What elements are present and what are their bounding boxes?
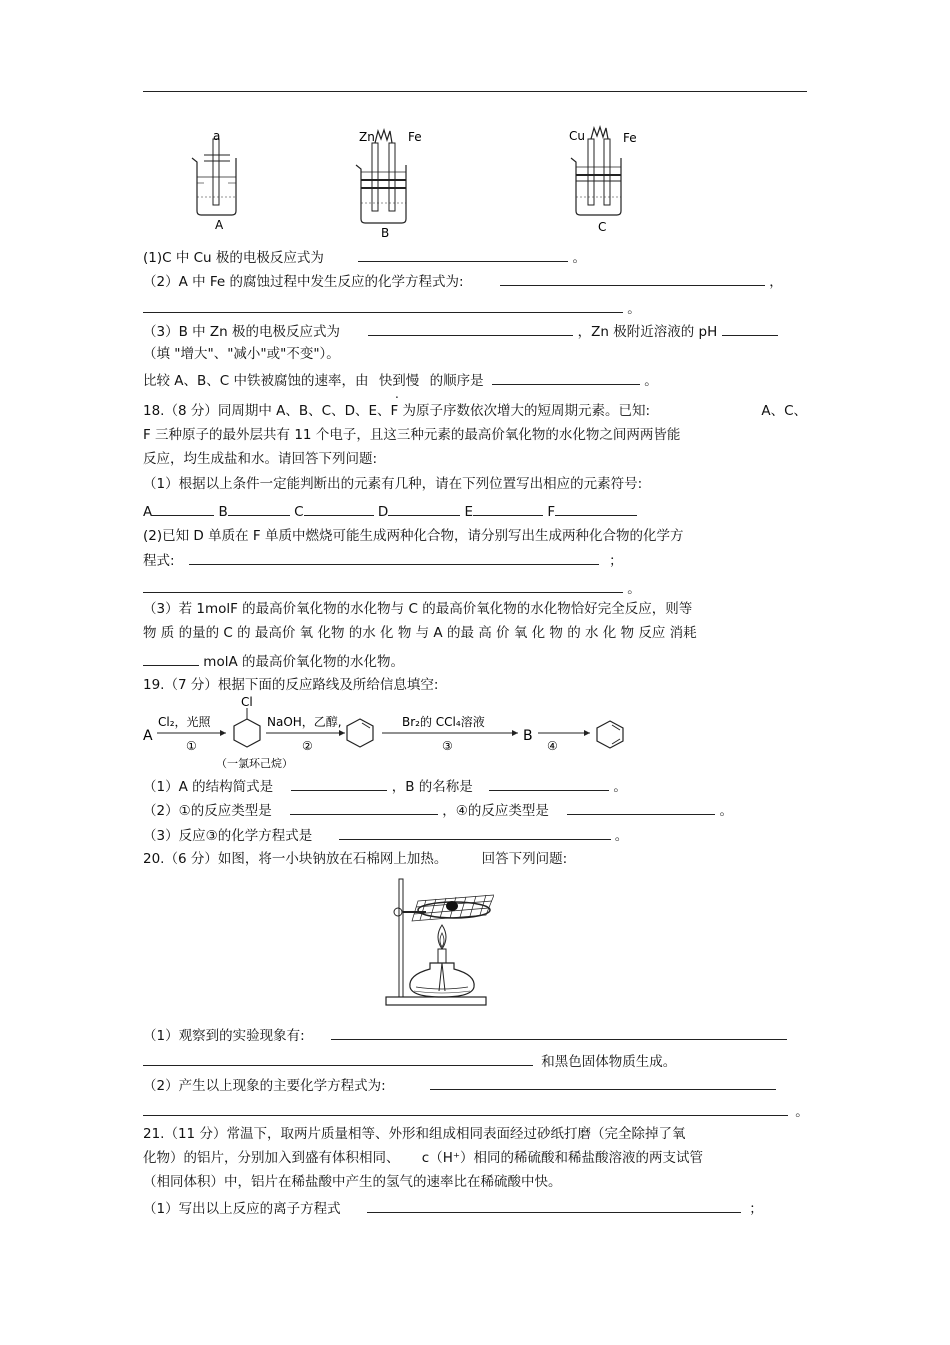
q20-title-text: 20.（6 分）如图，将一小块钠放在石棉网上加热。 [143, 851, 448, 867]
answer-blank[interactable] [143, 298, 623, 313]
q20-line-2-end: 和黑色固体物质生成。 [541, 1054, 677, 1070]
answer-blank[interactable] [143, 1101, 788, 1116]
q19-line-3 [143, 825, 628, 845]
q17-line-2-text: （2）A 中 Fe 的腐蚀过程中发生反应的化学方程式为: [143, 274, 464, 290]
answer-blank[interactable] [567, 800, 715, 815]
q18-line-3 [143, 450, 377, 468]
q18-line-10-text: 物 质 的量的 C 的 最高价 氧 化物 的水 化 物 与 A 的最 高 价 氧 化 物 的 水 化 物 反应 消耗 [143, 625, 697, 641]
q18-line-10 [143, 624, 697, 642]
q21-line-4-end: ； [749, 1201, 763, 1217]
q17-line-6a: 比较 A、B、C 中铁被腐蚀的速率，由 [143, 373, 369, 389]
route-cl: Cl [241, 695, 253, 709]
answer-blank[interactable] [291, 776, 387, 791]
answer-blank[interactable] [489, 776, 609, 791]
answer-blank[interactable] [358, 247, 568, 262]
q17-line-6-end: 。 [644, 373, 658, 389]
q18-line-8 [143, 578, 641, 598]
caption-a: A [215, 218, 224, 232]
element-a-blank[interactable] [152, 501, 214, 516]
q17-line-1 [143, 247, 586, 267]
element-f-label: F [547, 504, 556, 520]
cyclohexene-structure [347, 719, 373, 747]
q20-line-3-text: （2）产生以上现象的主要化学方程式为: [143, 1078, 386, 1094]
q21-line-3-text: （相同体积）中，铝片在稀盐酸中产生的氢气的速率比在稀硫酸中快。 [143, 1174, 562, 1190]
q18-line-1a: 18.（8 分）同周期中 A、B、C、D、E、F 为原子序数依次增大的短周期元素。已知: [143, 403, 651, 419]
q17-line-2 [143, 271, 783, 291]
beaker-a [192, 129, 236, 232]
cyclohexadiene-structure [597, 721, 623, 748]
q20-line-1 [143, 1025, 787, 1045]
element-b-blank[interactable] [228, 501, 290, 516]
q21-line-1 [143, 1125, 685, 1143]
q19-line-1 [143, 776, 627, 796]
q19-line-1b: ，B 的名称是 [391, 779, 473, 795]
q19-line-2a: （2）①的反应类型是 [143, 803, 272, 819]
route-r3-top: Br₂的 CCl₄溶液 [402, 715, 485, 729]
q19-line-1-end: 。 [613, 779, 627, 795]
element-e-label: E [464, 504, 474, 520]
q18-line-7-end: ； [609, 553, 623, 569]
q17-line-5 [143, 345, 340, 363]
sodium-heating-apparatus [384, 875, 494, 1007]
header-rule [143, 91, 807, 92]
q19-line-3-end: 。 [614, 828, 629, 844]
q20-line-3 [143, 1075, 776, 1095]
answer-blank[interactable] [143, 651, 199, 666]
q20-line-4-end: 。 [795, 1104, 809, 1120]
q20-title [143, 850, 567, 868]
q20-line-4 [143, 1101, 809, 1121]
label-zn: Zn [359, 130, 375, 144]
label-cu: Cu [569, 129, 585, 143]
element-d-label: D [377, 504, 389, 520]
q17-line-4a: （3）B 中 Zn 极的电极反应式为 [143, 324, 341, 340]
label-fe-c: Fe [623, 131, 637, 145]
q19-title [143, 676, 438, 694]
q19-line-1a: （1）A 的结构简式是 [143, 779, 274, 795]
chlorocyclohexane-structure [234, 695, 260, 747]
q18-line-2-text: F 三种原子的最外层共有 11 个电子，且这三种元素的最高价氧化物的水化物之间两两皆能 [143, 427, 681, 443]
q17-emphasis: 快到慢 [378, 373, 420, 389]
route-chloro-name: （一氯环己烷） [216, 757, 293, 770]
q21-line-4 [143, 1198, 763, 1218]
q18-line-7a: 程式: [143, 553, 175, 569]
answer-blank[interactable] [430, 1075, 776, 1090]
q17-line-1-end: 。 [572, 250, 586, 266]
q17-line-6b: 的顺序是 [429, 373, 484, 389]
q20-line-1-text: （1）观察到的实验现象有: [143, 1028, 305, 1044]
q18-line-4 [143, 475, 642, 493]
answer-blank[interactable] [189, 550, 599, 565]
q19-line-3a: （3）反应③的化学方程式是 [143, 828, 313, 844]
q18-line-11 [143, 651, 404, 671]
element-f-blank[interactable] [555, 501, 637, 516]
q18-line-3-text: 反应，均生成盐和水。请回答下列问题: [143, 451, 378, 467]
q17-line-3 [143, 298, 641, 318]
q18-line-7 [143, 550, 623, 570]
answer-blank[interactable] [331, 1025, 787, 1040]
route-r1-num: ① [186, 739, 197, 753]
element-d-blank[interactable] [388, 501, 460, 516]
q18-line-1b: A、C、 [761, 403, 807, 419]
route-mid-b: B [523, 728, 533, 744]
q18-elements-row [143, 501, 637, 521]
q17-line-1-text: (1)C 中 Cu 极的电极反应式为 [143, 250, 324, 266]
q18-line-6-text: (2)已知 D 单质在 F 单质中燃烧可能生成两种化合物，请分别写出生成两种化合物的化学方 [143, 528, 684, 544]
q17-line-4b: ，Zn 极附近溶液的 pH [577, 324, 718, 340]
element-c-blank[interactable] [304, 501, 374, 516]
q17-line-2-end: ， [769, 274, 783, 290]
route-start-a: A [143, 728, 153, 744]
q19-line-2-end: 。 [719, 803, 733, 819]
q18-line-9 [143, 600, 692, 618]
q18-line-8-end: 。 [627, 581, 641, 597]
caption-c: C [598, 220, 607, 234]
route-r4-num: ④ [547, 739, 558, 753]
q20-line-2 [143, 1051, 676, 1071]
q21-line-2 [143, 1149, 703, 1167]
label-a: a [213, 129, 221, 143]
answer-blank[interactable] [368, 321, 573, 336]
beaker-c [569, 127, 637, 234]
route-r2-num: ② [302, 739, 313, 753]
route-r3-num: ③ [442, 739, 453, 753]
label-fe-b: Fe [408, 130, 422, 144]
q21-line-2b: c（H⁺）相同的稀硫酸和稀盐酸溶液的两支试管 [421, 1150, 703, 1166]
q17-line-3-end: 。 [627, 301, 641, 317]
answer-blank[interactable] [290, 800, 438, 815]
caption-b: B [381, 226, 390, 240]
q21-line-2a: 化物）的铝片，分别加入到盛有体积相同、 [143, 1150, 400, 1166]
answer-blank[interactable] [492, 370, 640, 385]
beaker-b [356, 130, 422, 240]
q18-line-9-text: （3）若 1molF 的最高价氧化物的水化物与 C 的最高价氧化物的水化物恰好完全反应，则等 [143, 601, 693, 617]
answer-blank[interactable] [500, 271, 765, 286]
answer-blank[interactable] [367, 1198, 741, 1213]
q18-line-4-text: （1）根据以上条件一定能判断出的元素有几种，请在下列位置写出相应的元素符号: [143, 476, 643, 492]
beakers-figure [180, 125, 660, 243]
route-r1-top: Cl₂，光照 [158, 715, 211, 729]
q18-line-2 [143, 426, 680, 444]
reaction-route [140, 694, 660, 774]
answer-blank[interactable] [143, 578, 623, 593]
q18-line-11-text: molA 的最高价氧化物的水化物。 [203, 654, 404, 670]
q21-line-3 [143, 1173, 562, 1191]
element-a-label: A [143, 504, 153, 520]
element-e-blank[interactable] [473, 501, 543, 516]
element-b-label: B [218, 504, 228, 520]
element-c-label: C [294, 504, 304, 520]
answer-blank[interactable] [722, 321, 778, 336]
route-r2-top: NaOH，乙醇, [267, 715, 342, 729]
q17-line-6 [143, 370, 658, 390]
q18-line-1 [143, 402, 807, 420]
q19-line-2b: ，④的反应类型是 [442, 803, 549, 819]
q17-line-5-text: （填 "增大"、"减小"或"不变"）。 [143, 346, 340, 362]
q19-title-text: 19.（7 分）根据下面的反应路线及所给信息填空: [143, 677, 439, 693]
q21-line-1-text: 21.（11 分）常温下，取两片质量相等、外形和组成相同表面经过砂纸打磨（完全除掉了氧 [143, 1126, 686, 1142]
answer-blank[interactable] [143, 1051, 533, 1066]
answer-blank[interactable] [339, 825, 611, 840]
q17-line-4 [143, 321, 778, 341]
q18-line-6 [143, 527, 683, 545]
q21-line-4-text: （1）写出以上反应的离子方程式 [143, 1201, 341, 1217]
q20-title-b: 回答下列问题: [481, 851, 568, 867]
q19-line-2 [143, 800, 733, 820]
